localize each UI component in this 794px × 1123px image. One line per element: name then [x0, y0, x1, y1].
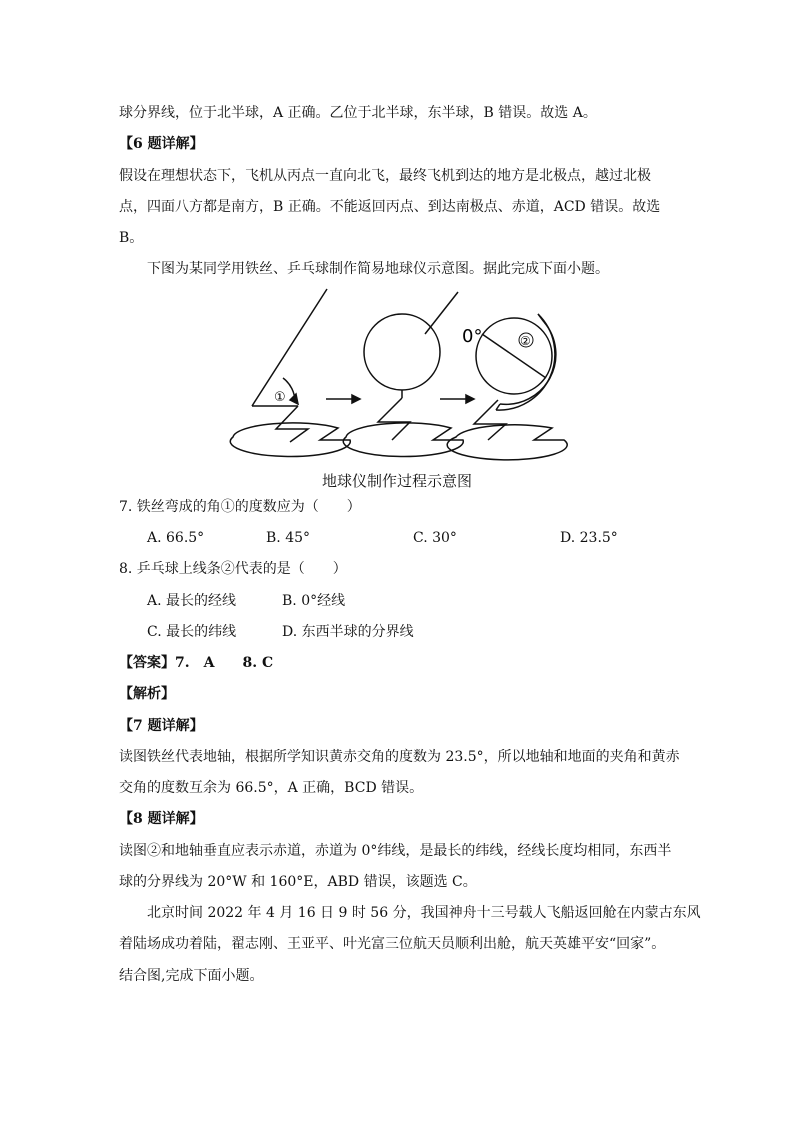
section-heading-7: 【7 题详解】 [119, 718, 204, 734]
passage-line: 结合图,完成下面小题。 [119, 968, 264, 984]
text-line: 读图②和地轴垂直应表示赤道，赤道为 0°纬线，是最长的纬线，经线长度均相同，东西半 [119, 843, 672, 859]
answer-line: 【答案】7. A 8. C [119, 655, 274, 671]
choice-8d: D. 东西半球的分界线 [282, 624, 414, 640]
text-line: 下图为某同学用铁丝、乒乓球制作简易地球仪示意图。据此完成下面小题。 [147, 261, 609, 277]
text-line: 点，四面八方都是南方，B 正确。不能返回丙点、到达南极点、赤道，ACD 错误。故选 [119, 199, 661, 215]
wire-stand [276, 406, 308, 442]
text-line: 球分界线，位于北半球，A 正确。乙位于北半球，东半球，B 错误。故选 A。 [119, 105, 597, 121]
base-plate-1 [230, 423, 350, 457]
text-line: B。 [119, 230, 144, 246]
base-plate-3 [447, 425, 567, 460]
choice-7a: A. 66.5° [147, 530, 205, 546]
passage-line: 北京时间 2022 年 4 月 16 日 9 时 56 分，我国神舟十三号载人飞船返回舱在内蒙古东风 [147, 905, 701, 921]
choice-8c: C. 最长的纬线 [147, 624, 237, 640]
choice-8a: A. 最长的经线 [147, 593, 237, 609]
section-heading-6: 【6 题详解】 [119, 136, 204, 152]
text-line: 交角的度数互余为 66.5°，A 正确，BCD 错误。 [119, 780, 424, 796]
choice-8b: B. 0°经线 [282, 593, 346, 609]
choice-7d: D. 23.5° [560, 530, 618, 546]
zero-degree-label: 0° [462, 326, 483, 347]
wire-axis-2 [425, 292, 458, 334]
passage-line: 着陆场成功着陆，翟志刚、王亚平、叶光富三位航天员顺利出舱，航天英雄平安“回家”。 [119, 936, 666, 952]
globe-making-figure [228, 282, 568, 462]
analysis-heading: 【解析】 [119, 686, 175, 702]
figure-caption: 地球仪制作过程示意图 [321, 472, 472, 490]
text-line: 球的分界线为 20°W 和 160°E，ABD 错误，该题选 C。 [119, 874, 477, 890]
angle-label: ① [274, 390, 286, 405]
text-line: 假设在理想状态下，飞机从丙点一直向北飞，最终飞机到达的地方是北极点，越过北极 [119, 168, 651, 184]
wire-stand-3 [474, 400, 506, 440]
section-heading-8: 【8 题详解】 [119, 811, 204, 827]
line-2 [482, 334, 546, 378]
choice-7b: B. 45° [266, 530, 311, 546]
line-label: ② [520, 334, 531, 348]
wire-stand-2 [378, 398, 410, 440]
ping-pong-ball-1 [364, 314, 440, 390]
wire-axis [252, 289, 327, 406]
text-line: 读图铁丝代表地轴，根据所学知识黄赤交角的度数为 23.5°，所以地轴和地面的夹角和黄赤 [119, 749, 680, 765]
choice-7c: C. 30° [413, 530, 457, 546]
question-7: 7. 铁丝弯成的角①的度数应为（ ） [119, 499, 361, 515]
question-8: 8. 乒乓球上线条②代表的是（ ） [119, 561, 347, 577]
meridian-ring-outer [496, 314, 555, 410]
